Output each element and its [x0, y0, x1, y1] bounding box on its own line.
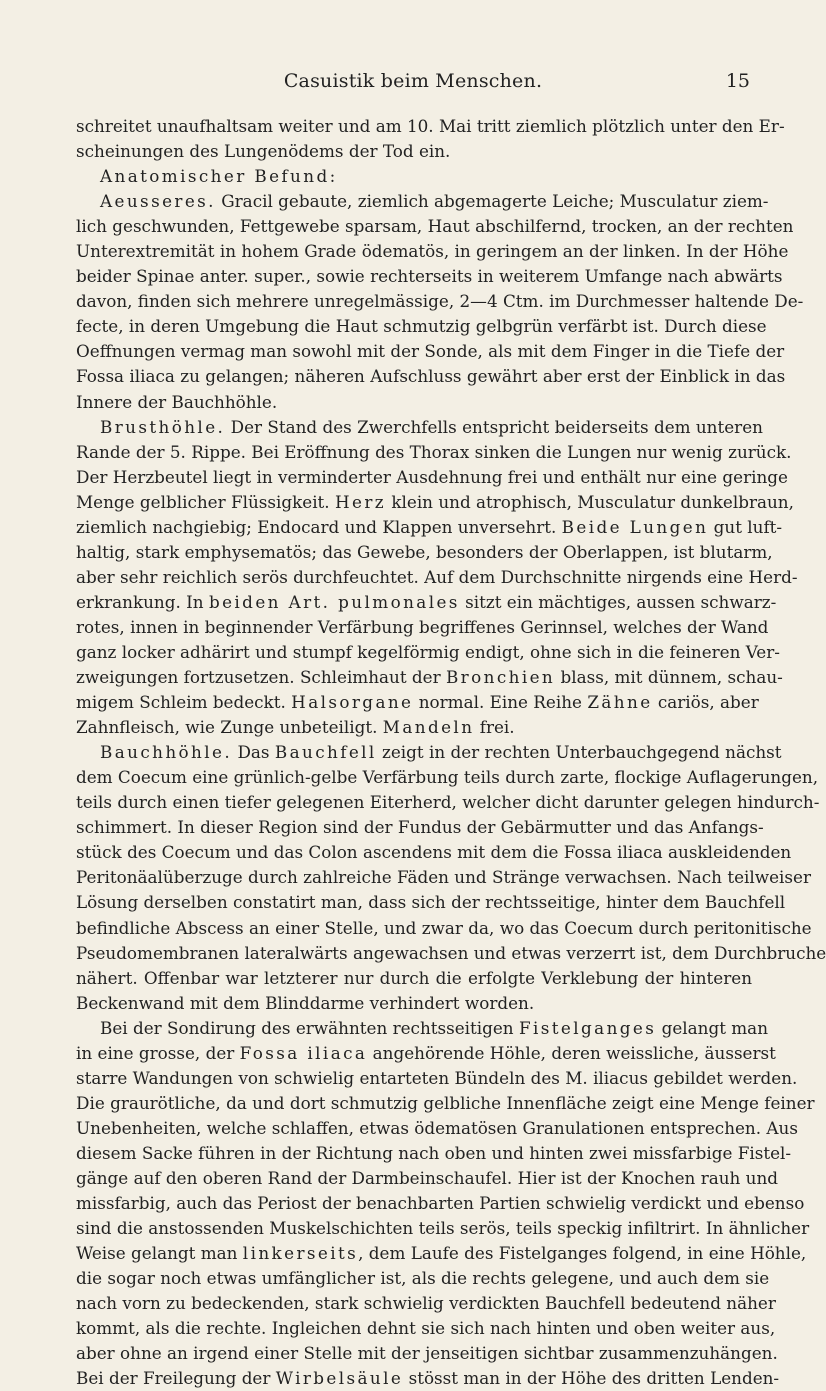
text-segment: sitzt ein mächtiges, aussen schwarz-	[459, 591, 777, 612]
running-head	[76, 70, 750, 96]
text-segment: Oeffnungen vermag man sowohl mit der Sonde, als mit dem Finger in die Tiefe der	[76, 341, 785, 362]
spaced-term: Aeusseres.	[100, 191, 216, 212]
text-segment: kommt, als die rechte. Ingleichen dehnt sie sich nach hinten und oben weiter aus,	[76, 1318, 776, 1339]
text-segment: Innere der Bauchhöhle.	[76, 391, 278, 412]
running-title: Casuistik beim Menschen.	[283, 70, 543, 92]
spaced-term: Bauchhöhle.	[100, 742, 233, 763]
text-segment: Die graurötliche, da und dort schmutzig gelbliche Innenfläche zeigt eine Menge feiner	[76, 1092, 815, 1113]
text-segment: starre Wandungen von schwielig entarteten Bündeln des M. iliacus gebildet werden.	[76, 1067, 798, 1088]
text-segment: gänge auf den oberen Rand der Darmbeinschaufel. Hier ist der Knochen rauh und	[76, 1167, 779, 1188]
text-line	[76, 1141, 792, 1166]
text-line	[76, 364, 786, 389]
text-line	[76, 916, 812, 941]
text-line	[76, 1241, 807, 1266]
spaced-term: Beide Lungen	[561, 516, 709, 537]
text-line	[76, 390, 752, 415]
text-segment: zeigt in der rechten Unterbauchgegend nächst	[376, 742, 782, 763]
text-line	[76, 890, 786, 915]
text-line	[76, 1366, 780, 1391]
text-segment: Peritonäalüberzuge durch zahlreiche Fäden und Stränge verwachsen. Nach teilweiser	[76, 867, 811, 888]
text-line	[76, 840, 792, 865]
text-line	[76, 991, 752, 1016]
text-line	[76, 1016, 768, 1041]
text-segment: Weise gelangt man	[76, 1243, 243, 1264]
text-line	[76, 1041, 776, 1066]
text-segment: migem Schleim bedeckt.	[76, 692, 292, 713]
text-segment: Das	[232, 742, 275, 763]
text-segment: Gracil gebaute, ziemlich abgemagerte Leiche; Musculatur ziem-	[215, 191, 769, 212]
text-segment: Beckenwand mit dem Blinddarme verhindert worden.	[76, 992, 535, 1013]
spaced-term: Zähne	[587, 692, 653, 713]
text-segment: sind die anstossenden Muskelschichten teils serös, teils speckig infiltrirt. In ähnlicher	[76, 1218, 810, 1239]
spaced-term: linkerseits	[242, 1243, 359, 1264]
text-line	[76, 640, 780, 665]
text-segment: erkrankung. In	[76, 591, 209, 612]
text-segment: Der Herzbeutel liegt in verminderter Ausdehnung frei und enthält nur eine geringe	[76, 466, 788, 487]
text-segment: lich geschwunden, Fettgewebe sparsam, Haut abschilfernd, trocken, an der rechten	[76, 216, 794, 237]
text-segment: beider Spinae anter. super., sowie rechterseits in weiterem Umfange nach abwärts	[76, 266, 783, 287]
text-segment: gelangt man	[656, 1017, 768, 1038]
text-segment: Unebenheiten, welche schlaffen, etwas ödematösen Granulationen entsprechen. Aus	[76, 1117, 798, 1138]
text-line	[76, 189, 769, 214]
text-segment: Menge gelblicher Flüssigkeit.	[76, 491, 335, 512]
text-line	[76, 264, 783, 289]
text-line	[76, 1116, 798, 1141]
text-line	[76, 415, 763, 440]
text-segment: cariös, aber	[652, 692, 759, 713]
text-line	[76, 139, 752, 164]
text-line	[76, 339, 785, 364]
text-segment: scheinungen des Lungenödems der Tod ein.	[76, 141, 451, 162]
text-line	[76, 690, 759, 715]
spaced-term: Brusthöhle.	[100, 416, 226, 437]
text-segment: die sogar noch etwas umfänglicher ist, als die rechts gelegene, und auch dem sie	[76, 1268, 770, 1289]
text-segment: stösst man in der Höhe des dritten Lenden-	[403, 1368, 780, 1389]
text-segment: , dem Laufe des Fistelganges folgend, in eine Höhle,	[358, 1243, 807, 1264]
text-segment: nähert. Offenbar war letzterer nur durch die erfolgte Verklebung der hinteren	[76, 967, 752, 988]
text-segment: missfarbig, auch das Periost der benachbarten Partien schwielig verdickt und ebenso	[76, 1193, 805, 1214]
text-segment: stück des Coecum und das Colon ascendens mit dem die Fossa iliaca auskleidenden	[76, 842, 792, 863]
text-line	[76, 715, 752, 740]
body-text	[76, 114, 826, 1391]
text-segment: teils durch einen tiefer gelegenen Eiterherd, welcher dicht darunter gelegen hindurch-	[76, 792, 820, 813]
text-line	[76, 465, 788, 490]
text-line	[76, 865, 811, 890]
text-line	[76, 740, 782, 765]
text-segment: aber sehr reichlich serös durchfeuchtet. Auf dem Durchschnitte nirgends eine Herd-	[76, 566, 798, 587]
text-segment: dem Coecum eine grünlich-gelbe Verfärbung teils durch zarte, flockige Auflagerungen,	[76, 767, 819, 788]
text-line	[76, 665, 783, 690]
text-line	[76, 1066, 798, 1091]
text-segment: Bei der Sondirung des erwähnten rechtsseitigen	[100, 1017, 519, 1038]
page-number: 15	[725, 70, 750, 92]
text-segment: Fossa iliaca zu gelangen; näheren Aufschluss gewährt aber erst der Einblick in das	[76, 366, 786, 387]
spaced-term: Bauchfell	[274, 742, 377, 763]
text-segment: rotes, innen in beginnender Verfärbung begriffenes Gerinnsel, welches der Wand	[76, 616, 769, 637]
text-segment: frei.	[474, 717, 515, 738]
text-segment: diesem Sacke führen in der Richtung nach oben und hinten zwei missfarbige Fistel-	[76, 1142, 792, 1163]
text-segment: normal. Eine Reihe	[413, 692, 588, 713]
text-line	[76, 540, 773, 565]
text-segment: haltig, stark emphysematös; das Gewebe, besonders der Oberlappen, ist blutarm,	[76, 541, 773, 562]
text-segment: schimmert. In dieser Region sind der Fundus der Gebärmutter und das Anfangs-	[76, 817, 764, 838]
spaced-term: Bronchien	[445, 667, 556, 688]
text-segment: befindliche Abscess an einer Stelle, und zwar da, wo das Coecum durch peritonitische	[76, 917, 812, 938]
spaced-term: Halsorgane	[291, 692, 414, 713]
spaced-term: Wirbelsäule	[275, 1368, 404, 1389]
text-line	[76, 590, 777, 615]
spaced-term: Mandeln	[382, 717, 475, 738]
text-line	[76, 214, 794, 239]
text-segment: klein und atrophisch, Musculatur dunkelbraun,	[386, 491, 794, 512]
text-segment: Lösung derselben constatirt man, dass sich der rechtsseitige, hinter dem Bauchfell	[76, 892, 786, 913]
text-line	[76, 565, 798, 590]
text-line	[76, 515, 783, 540]
text-segment: nach vorn zu bedeckenden, stark schwielig verdickten Bauchfell bedeutend näher	[76, 1293, 776, 1314]
text-line	[76, 790, 820, 815]
text-line	[76, 1266, 770, 1291]
text-segment: Zahnfleisch, wie Zunge unbeteiligt.	[76, 717, 383, 738]
text-line	[76, 1316, 776, 1341]
text-line	[76, 1166, 779, 1191]
text-line	[76, 440, 792, 465]
text-segment: angehörende Höhle, deren weissliche, äusserst	[367, 1042, 776, 1063]
spaced-term: beiden Art. pulmonales	[208, 591, 460, 612]
text-line	[76, 966, 752, 991]
text-line	[76, 1291, 776, 1316]
text-line	[76, 164, 752, 189]
text-line	[76, 1191, 805, 1216]
text-segment: Unterextremität in hohem Grade ödematös, in geringem an der linken. In der Höhe	[76, 241, 789, 262]
text-line	[76, 941, 826, 966]
text-segment: zweigungen fortzusetzen. Schleimhaut der	[76, 667, 446, 688]
text-segment: Rande der 5. Rippe. Bei Eröffnung des Thorax sinken die Lungen nur wenig zurück.	[76, 441, 792, 462]
spaced-term: Fistelganges	[518, 1017, 657, 1038]
text-line	[76, 765, 819, 790]
spaced-term: Herz	[334, 491, 387, 512]
text-segment: blass, mit dünnem, schau-	[555, 667, 783, 688]
spaced-term: Fossa iliaca	[239, 1042, 368, 1063]
text-line	[76, 815, 764, 840]
text-segment: Der Stand des Zwerchfells entspricht beiderseits dem unteren	[225, 416, 763, 437]
text-line	[76, 615, 769, 640]
text-segment: Bei der Freilegung der	[76, 1368, 276, 1389]
text-segment: ganz locker adhärirt und stumpf kegelförmig endigt, ohne sich in die feineren Ver-	[76, 641, 780, 662]
text-line	[76, 490, 794, 515]
text-line	[76, 239, 789, 264]
text-segment: schreitet unaufhaltsam weiter und am 10. Mai tritt ziemlich plötzlich unter den Er-	[76, 116, 785, 136]
text-line	[76, 1091, 815, 1116]
text-line	[76, 1216, 810, 1241]
text-line	[76, 114, 785, 139]
text-segment: in eine grosse, der	[76, 1042, 240, 1063]
text-segment: ziemlich nachgiebig; Endocard und Klappen unversehrt.	[76, 516, 562, 537]
text-line	[76, 1341, 778, 1366]
text-segment: aber ohne an irgend einer Stelle mit der jenseitigen sichtbar zusammenzuhängen.	[76, 1343, 778, 1364]
text-segment: Pseudomembranen lateralwärts angewachsen und etwas verzerrt ist, dem Durchbruche	[76, 942, 826, 963]
text-line	[76, 289, 804, 314]
text-line	[76, 314, 767, 339]
text-segment: gut luft-	[708, 516, 783, 537]
text-segment: davon, finden sich mehrere unregelmässige, 2—4 Ctm. im Durchmesser haltende De-	[76, 291, 804, 312]
text-segment: fecte, in deren Umgebung die Haut schmutzig gelbgrün verfärbt ist. Durch diese	[76, 316, 767, 337]
spaced-term: Anatomischer Befund:	[100, 166, 338, 187]
